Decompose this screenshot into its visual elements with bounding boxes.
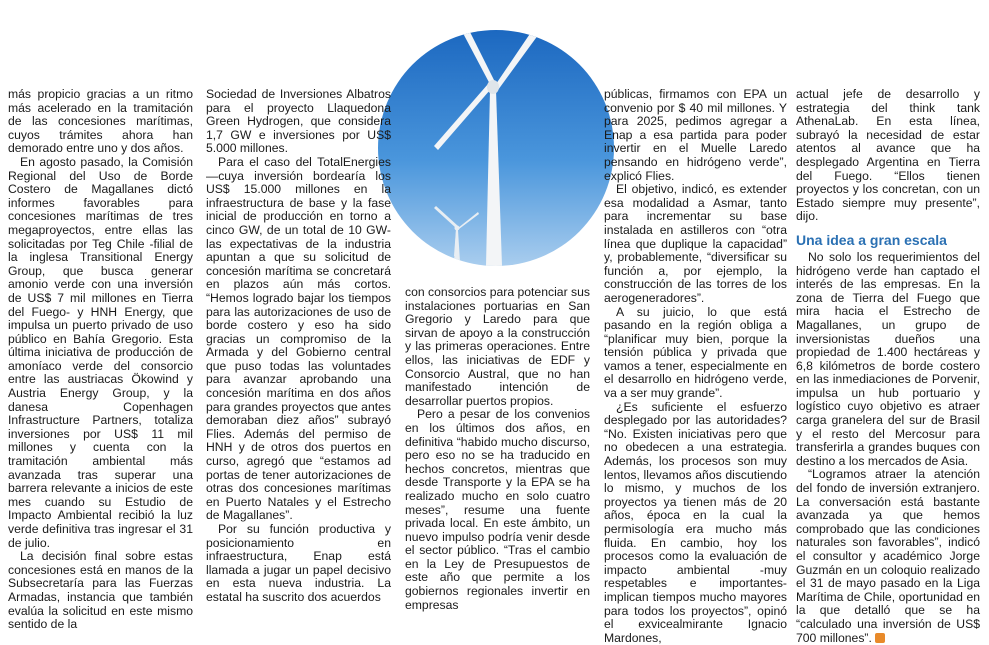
wind-turbine-photo: [378, 30, 614, 266]
column-5: [796, 88, 980, 645]
paragraph: Pero a pesar de los convenios en los últimos dos años, en definitiva “habido mucho discurso, pero eso no se ha traducido en hechos concretos, mientras que desde Transporte y la EPA se ha realizado mucho en solo cuatro meses”, resume una fuente privada local. En este ámbito, un nuevo impulso podría venir desde el sector público. “Tras el cambio en la Ley de Presupuestos de este año que permite a los gobiernos regionales invertir en empresas: [405, 407, 590, 612]
paragraph: más propicio gracias a un ritmo más acelerado en la tramitación de las concesiones marítimas, cuyos trámites ahora han demorado entre uno y dos años.: [8, 87, 193, 156]
wind-turbine-illustration: [378, 30, 614, 266]
paragraph: Para el caso del TotalEnergies —cuya inversión bordearía los US$ 15.000 millones en la infraestructura de base y la fase inicial de producción en torno a cinco GW, de un total de 10 GW- las expectativas de la industria apuntan a que su solicitud de concesión marítima se concretará en plazos aún más cortos. “Hemos logrado bajar los tiempos para las autorizaciones de uso de borde costero y eso ha sido gracias un compromiso de la Armada y del Gobierno central que puso todas las voluntades para avanzar aprobando una concesión marítima en dos años para grandes proyectos que antes demoraban diez años” subrayó Flies. Además del permiso de HNH y de otros dos puertos en curso, agregó que “estamos ad portas de tener autorizaciones de otras dos concesiones marítimas en Puerto Natales y el Estrecho de Magallanes”.: [206, 154, 391, 523]
paragraph: La decisión final sobre estas concesiones está en manos de la Subsecretaría para las Fuerzas Armadas, instancia que también evalúa la solicitud en este mismo sentido de la: [8, 549, 193, 632]
paragraph: públicas, firmamos con EPA un convenio por $ 40 mil millones. Y para 2025, pedimos agregar a Enap a esa partida para poder invertir en el Muelle Laredo pensando en hidrógeno verde”, explicó Flies.: [604, 87, 787, 183]
column-2: [206, 88, 391, 605]
paragraph: En agosto pasado, la Comisión Regional del Uso de Borde Costero de Magallanes dictó informes favorables para concesiones marítimas de tres megaproyectos, entre ellas las solicitadas por Teg Chile -filial de la inglesa Transitional Energy Group, que busca generar amonio verde con una inversión de US$ 7 mil millones en Tierra del Fuego- y HNH Energy, que impulsa un puerto privado de uso público en Bahía Gregorio. Esta última iniciativa de producción de amoníaco verde del consorcio entre las austriacas Ökowind y Austria Energy Group, y la danesa Copenhagen Infrastructure Partners, totaliza inversiones por US$ 11 mil millones y cuenta con la tramitación ambiental más avanzada tras superar una barrera relevante a inicios de este mes cuando su Estudio de Impacto Ambiental recibió la luz verde definitiva tras ingresar el 31 de julio.: [8, 154, 193, 550]
column-1: [8, 88, 193, 632]
paragraph: Por su función productiva y posicionamiento en infraestructura, Enap está llamada a jugar un papel decisivo en esta nueva industria. La estatal ha suscrito dos acuerdos: [206, 522, 391, 604]
paragraph: ¿Es suficiente el esfuerzo desplegado por las autoridades? “No. Existen iniciativas pero que no obedecen a una estrategia. Además, los procesos son muy lentos, llevamos años discutiendo lo mismo, y muchos de los proyectos ya tienen más de 20 años, época en la cual la permisología era mucho más fluida. En cambio, hoy los procesos como la evaluación de impacto ambiental -muy respetables e importantes- implican tiempos mucho mayores para todos los proyectos”, opinó el exvicealmirante Ignacio Mardones,: [604, 399, 787, 645]
section-subheading: Una idea a gran escala: [796, 231, 947, 248]
end-of-article-icon: [875, 633, 885, 643]
paragraph: [796, 468, 980, 645]
paragraph: Sociedad de Inversiones Albatros para el proyecto Llaquedona Green Hydrogen, que considera 1,7 GW e inversiones por US$ 5.000 millones.: [206, 87, 391, 156]
column-3: [405, 286, 590, 612]
paragraph-text: “Logramos atraer la atención del fondo de inversión extranjero. La conversación está bastante avanzada ya que hemos comprobado que las condiciones naturales son favorables”, indicó el consultor y académico Jorge Guzmán en un coloquio realizado el 31 de mayo pasado en la Liga Marítima de Chile, oportunidad en la que detalló que se ha “calculado una inversión de US$ 700 millones”.: [796, 467, 980, 645]
paragraph: A su juicio, lo que está pasando en la región obliga a “planificar muy bien, porque la tensión pública y privada que vamos a tener, especialmente en el desarrollo en hidrógeno verde, va a ser muy grande”.: [604, 304, 787, 401]
paragraph: No solo los requerimientos del hidrógeno verde han captado el interés de las empresas. En la zona de Tierra del Fuego que mira hacia el Estrecho de Magallanes, un grupo de inversionistas dueños una propiedad de 1.400 hectáreas y 6,8 kilómetros de borde costero en las inmediaciones de Porvenir, impulsa un hub portuario y logístico cuyo objetivo es atraer carga granelera del sur de Brasil y el resto del Mercosur para transferirla a grandes buques con destino a los mercados de Asia.: [796, 249, 980, 468]
column-4: [604, 88, 787, 645]
paragraph: con consorcios para potenciar sus instalaciones portuarias en San Gregorio y Laredo para que sirvan de apoyo a la construcción y las primeras operaciones. Entre ellos, las iniciativas de EDF y Consorcio Austral, que no han manifestado intención de desarrollar puertos propios.: [405, 285, 590, 408]
paragraph: El objetivo, indicó, es extender esa modalidad a Asmar, tanto para incrementar su base instalada en astilleros con “otra línea que duplique la capacidad” y, probablemente, “diversificar su función a, por ejemplo, la construcción de las torres de los aerogeneradores”.: [604, 182, 787, 305]
paragraph: actual jefe de desarrollo y estrategia del think tank AthenaLab. En esta línea, subrayó la necesidad de estar atentos al avance que ha desplegado Argentina en Tierra del Fuego. “Ellos tienen proyectos y los concretan, con un Estado siempre muy presente”, dijo.: [796, 87, 980, 224]
